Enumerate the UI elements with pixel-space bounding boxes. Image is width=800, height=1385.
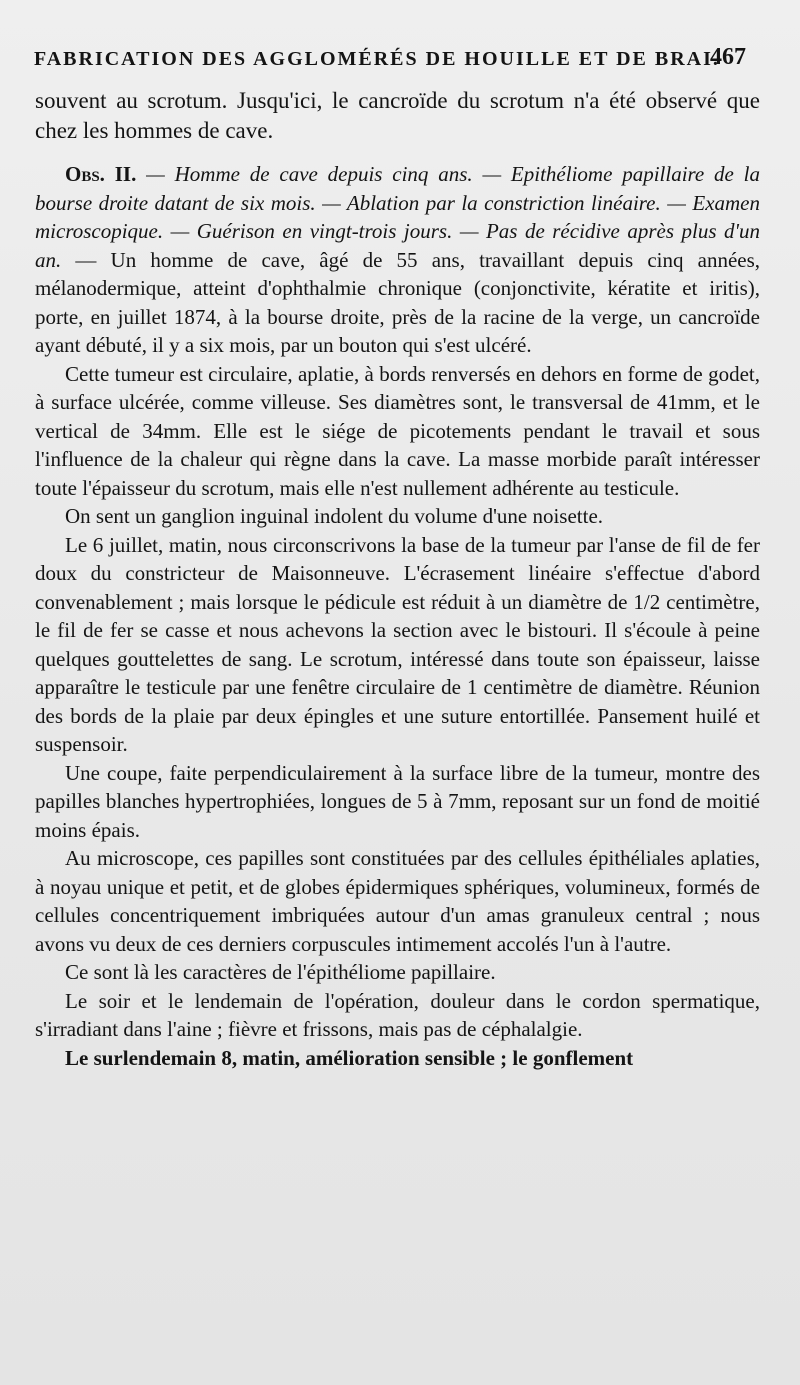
paragraph-tumor-description: Cette tumeur est circulaire, aplatie, à bords renversés en dehors en forme de godet, à surface ulcérée, comme villeuse. Ses diamètres sont, le transversal de 41mm, et le vertical de 34mm. Elle est le siége de picotements pendant le travail et sous l'influence de la chaleur qui règne dans la cave. La masse morbide paraît intéresser toute l'épaisseur du scrotum, mais elle n'est nullement adhérente au testicule. [35, 361, 760, 500]
observation-paragraph [35, 160, 760, 360]
paragraph-ganglion: On sent un ganglion inguinal indolent du volume d'une noisette. [65, 504, 604, 528]
page-number: 467 [710, 44, 746, 70]
paragraph-operation: Le 6 juillet, matin, nous circonscrivons la base de la tumeur par l'anse de fil de fer doux du constricteur de Maisonneuve. L'écrasement linéaire s'effectue d'abord convenablement ; mais lorsque le pédicule est réduit à un diamètre de 1/2 centimètre, le fil de fer se casse et nous achevons la section avec le bistouri. Il s'écoule à peine quelques gouttelettes de sang. Le scrotum, intéressé dans toute son épaisseur, laisse apparaître le testicule par une fenêtre circulaire de 1 centimètre de diamètre. Réunion des bords de la plaie par deux épingles et une suture entortillée. Pansement huilé et suspensoir. [35, 532, 760, 756]
paragraph-microscope: Au microscope, ces papilles sont constituées par des cellules épithéliales aplaties, à noyau unique et petit, et de globes épidermiques sphériques, volumineux, formés de cellules concentriquement imbriquées autour d'un amas granuleux central ; nous avons vu deux de ces derniers corpuscules intimement accolés l'un à l'autre. [35, 846, 760, 956]
paragraph-postoperative: Le soir et le lendemain de l'opération, douleur dans le cordon spermatique, s'irradiant dans l'aine ; fièvre et frissons, mais pas de céphalalgie. [35, 988, 760, 1041]
closing-paragraph: Le surlendemain 8, matin, amélioration sensible ; le gonflement [65, 1045, 634, 1070]
article-body [35, 86, 760, 1366]
observation-text: — Un homme de cave, âgé de 55 ans, travaillant depuis cinq années, mélanodermique, atteint d'ophthalmie chronique (conjonctivite, kératite et iritis), porte, en juillet 1874, à la bourse droite, près de la racine de la verge, un cancroïde ayant débuté, il y a six mois, par un bouton qui s'est ulcéré. [35, 247, 761, 357]
paragraph-section: Une coupe, faite perpendiculairement à la surface libre de la tumeur, montre des papilles blanches hypertrophiées, longues de 5 à 7mm, reposant sur un fond de moitié moins épais. [35, 760, 760, 842]
running-title: FABRICATION DES AGGLOMÉRÉS DE HOUILLE ET DE BRAI. [34, 48, 720, 70]
paragraph-characteristics: Ce sont là les caractères de l'épithéliome papillaire. [65, 960, 496, 984]
page-header [34, 44, 746, 78]
intro-paragraph: souvent au scrotum. Jusqu'ici, le cancroïde du scrotum n'a été observé que chez les hommes de cave. [35, 88, 760, 143]
observation-title: — Homme de cave depuis cinq ans. — Epithéliome papillaire de la bourse droite datant de six mois. — Ablation par la constriction linéaire. — Examen microscopique. — Guérison en vingt-trois jours. — Pas de récidive après plus d'un an. [35, 162, 761, 272]
observation-label: Obs. II. [65, 162, 137, 186]
